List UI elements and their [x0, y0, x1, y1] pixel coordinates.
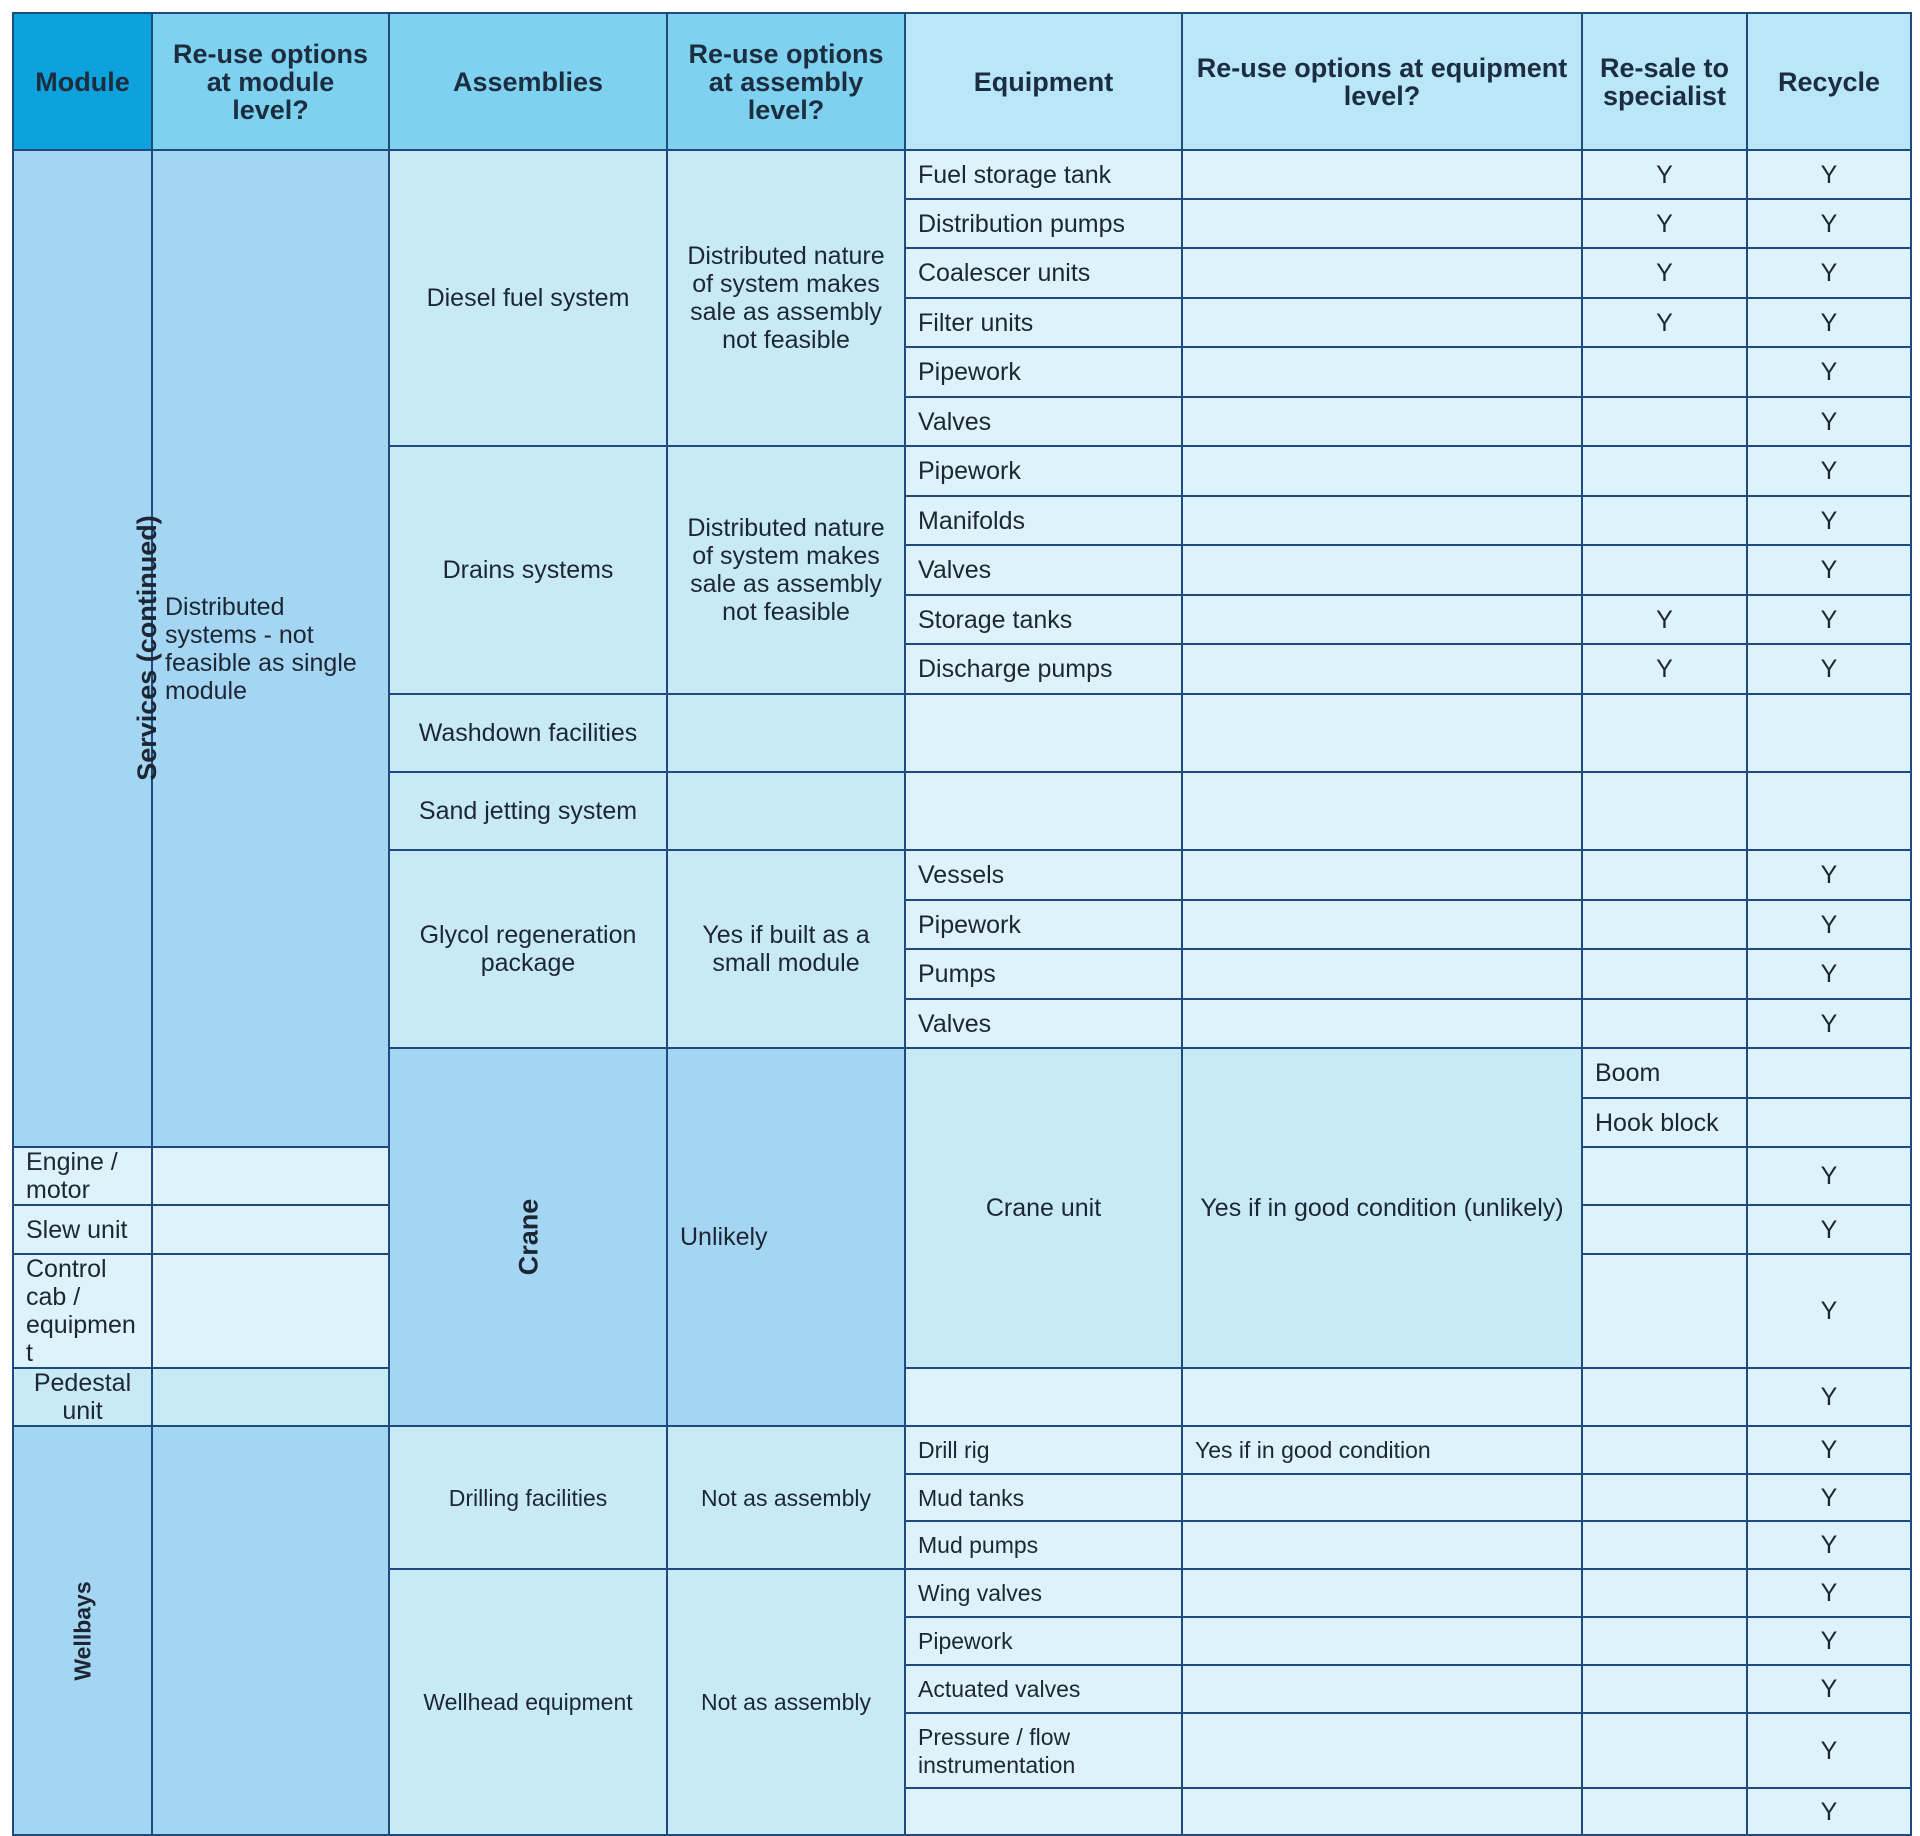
recycle-value: Y — [1747, 397, 1911, 446]
recycle-value: Y — [1747, 999, 1911, 1048]
equipment-reuse — [1182, 150, 1582, 199]
equipment-name: Wing valves — [905, 1569, 1182, 1617]
table-row — [13, 150, 1911, 199]
equipment-name: Fuel storage tank — [905, 150, 1182, 199]
recycle-value: Y — [1747, 1713, 1911, 1788]
resale-value — [1582, 1569, 1747, 1617]
module-reuse-services: Distributed systems - not feasible as single module — [152, 150, 389, 1147]
recycle-value: Y — [1747, 1426, 1911, 1474]
header-resale: Re-sale to specialist — [1582, 13, 1747, 150]
module-cell-crane — [389, 1048, 667, 1426]
equipment-name: Manifolds — [905, 496, 1182, 545]
equipment-reuse — [1182, 1713, 1582, 1788]
assembly-name: Diesel fuel system — [389, 150, 667, 446]
recycle-value: Y — [1747, 1569, 1911, 1617]
equipment-name: Valves — [905, 397, 1182, 446]
resale-value — [1582, 949, 1747, 999]
equipment-reuse — [1182, 1788, 1582, 1835]
equipment-name: Discharge pumps — [905, 644, 1182, 694]
recycle-value: Y — [1747, 595, 1911, 644]
module-name-services: Services (continued) — [131, 515, 162, 781]
equipment-name — [905, 1368, 1182, 1426]
recycle-value: Y — [1747, 496, 1911, 545]
equipment-reuse — [152, 1205, 389, 1254]
resale-value — [1582, 1521, 1747, 1569]
header-module: Module — [13, 13, 152, 150]
resale-value — [1582, 694, 1747, 772]
equipment-name: Pipework — [905, 1617, 1182, 1665]
header-assembly-reuse: Re-use options at assembly level? — [667, 13, 905, 150]
assembly-reuse: Not as assembly — [667, 1426, 905, 1569]
assembly-name: Crane unit — [905, 1048, 1182, 1368]
equipment-name: Mud pumps — [905, 1521, 1182, 1569]
equipment-reuse — [1182, 397, 1582, 446]
module-reuse-wellbays — [152, 1426, 389, 1835]
header-recycle: Recycle — [1747, 13, 1911, 150]
assembly-name: Wellhead equipment — [389, 1569, 667, 1835]
recycle-value — [1747, 772, 1911, 850]
assembly-reuse: Distributed nature of system makes sale as assembly not feasible — [667, 446, 905, 694]
recycle-value: Y — [1747, 199, 1911, 248]
recycle-value: Y — [1747, 1521, 1911, 1569]
equipment-reuse — [1182, 248, 1582, 298]
table-row — [13, 1426, 1911, 1474]
resale-value: Y — [1582, 595, 1747, 644]
resale-value — [1582, 1368, 1747, 1426]
equipment-reuse — [1182, 595, 1582, 644]
header-row — [13, 13, 1911, 150]
equipment-reuse — [1182, 1617, 1582, 1665]
equipment-reuse — [1182, 1569, 1582, 1617]
equipment-reuse — [1182, 772, 1582, 850]
equipment-name: Slew unit — [13, 1205, 152, 1254]
equipment-reuse — [1182, 949, 1582, 999]
equipment-reuse — [152, 1147, 389, 1205]
resale-value — [1582, 397, 1747, 446]
recycle-value: Y — [1747, 545, 1911, 595]
recycle-value: Y — [1747, 850, 1911, 900]
resale-value: Y — [1582, 248, 1747, 298]
assembly-reuse — [152, 1368, 389, 1426]
equipment-reuse — [1182, 1368, 1582, 1426]
resale-value: Y — [1582, 298, 1747, 347]
assembly-name: Drains systems — [389, 446, 667, 694]
recycle-value: Y — [1747, 1788, 1911, 1835]
recycle-value: Y — [1747, 1617, 1911, 1665]
module-cell-services — [13, 150, 162, 1147]
equipment-name: Valves — [905, 545, 1182, 595]
recycle-value: Y — [1747, 446, 1911, 496]
equipment-reuse — [1182, 1474, 1582, 1521]
equipment-name: Pipework — [905, 900, 1182, 949]
assembly-reuse: Not as assembly — [667, 1569, 905, 1835]
resale-value — [1582, 999, 1747, 1048]
recycle-value: Y — [1747, 1147, 1911, 1205]
equipment-name: Pipework — [905, 347, 1182, 397]
recycle-value: Y — [1747, 1368, 1911, 1426]
resale-value — [1582, 545, 1747, 595]
recycle-value: Y — [1747, 1254, 1911, 1368]
recycle-value: Y — [1747, 248, 1911, 298]
equipment-reuse — [1182, 1665, 1582, 1713]
equipment-name: Hook block — [1582, 1098, 1747, 1147]
recycle-value: Y — [1747, 298, 1911, 347]
assembly-reuse: Distributed nature of system makes sale as assembly not feasible — [667, 150, 905, 446]
module-name-crane: Crane — [513, 1198, 543, 1275]
resale-value: Y — [1582, 150, 1747, 199]
resale-value — [1582, 1788, 1747, 1835]
recycle-value: Y — [1747, 1474, 1911, 1521]
resale-value — [1582, 900, 1747, 949]
equipment-name: Drill rig — [905, 1426, 1182, 1474]
assembly-name: Washdown facilities — [389, 694, 667, 772]
resale-value — [1582, 1665, 1747, 1713]
equipment-name: Distribution pumps — [905, 199, 1182, 248]
recycle-value: Y — [1747, 644, 1911, 694]
recycle-value: Y — [1747, 150, 1911, 199]
equipment-name: Engine / motor — [13, 1147, 152, 1205]
recycle-value: Y — [1747, 347, 1911, 397]
equipment-reuse — [1182, 694, 1582, 772]
recycle-value — [1747, 694, 1911, 772]
reuse-options-table-container — [12, 12, 1910, 1826]
equipment-name — [905, 772, 1182, 850]
recycle-value: Y — [1747, 900, 1911, 949]
assembly-name: Drilling facilities — [389, 1426, 667, 1569]
reuse-options-table — [12, 12, 1912, 1836]
equipment-name: Vessels — [905, 850, 1182, 900]
equipment-name: Boom — [1582, 1048, 1747, 1098]
resale-value — [1582, 1205, 1747, 1254]
equipment-reuse — [1747, 1048, 1911, 1098]
resale-value — [1582, 772, 1747, 850]
equipment-name: Actuated valves — [905, 1665, 1182, 1713]
module-cell-wellbays — [13, 1426, 152, 1835]
resale-value — [1582, 1254, 1747, 1368]
header-assemblies: Assemblies — [389, 13, 667, 150]
equipment-name: Pumps — [905, 949, 1182, 999]
equipment-name: Mud tanks — [905, 1474, 1182, 1521]
recycle-value: Y — [1747, 1205, 1911, 1254]
equipment-name: Storage tanks — [905, 595, 1182, 644]
header-module-reuse: Re-use options at module level? — [152, 13, 389, 150]
table-row — [13, 1368, 1911, 1426]
assembly-reuse: Yes if in good condition (unlikely) — [1182, 1048, 1582, 1368]
equipment-reuse — [1182, 298, 1582, 347]
equipment-reuse — [1182, 999, 1582, 1048]
resale-value — [1582, 1474, 1747, 1521]
assembly-reuse — [667, 694, 905, 772]
resale-value — [1582, 496, 1747, 545]
resale-value — [1582, 1426, 1747, 1474]
equipment-reuse — [1182, 199, 1582, 248]
equipment-reuse — [1182, 446, 1582, 496]
resale-value — [1582, 1147, 1747, 1205]
assembly-name: Sand jetting system — [389, 772, 667, 850]
resale-value — [1582, 1617, 1747, 1665]
equipment-name: Filter units — [905, 298, 1182, 347]
assembly-reuse — [667, 772, 905, 850]
assembly-name: Pedestal unit — [13, 1368, 152, 1426]
header-equipment-reuse: Re-use options at equipment level? — [1182, 13, 1582, 150]
resale-value — [1582, 1713, 1747, 1788]
equipment-reuse — [1182, 347, 1582, 397]
resale-value — [1582, 347, 1747, 397]
assembly-reuse: Yes if built as a small module — [667, 850, 905, 1048]
equipment-reuse — [152, 1254, 389, 1368]
equipment-name: Coalescer units — [905, 248, 1182, 298]
equipment-reuse — [1182, 1521, 1582, 1569]
equipment-name — [905, 1788, 1182, 1835]
equipment-reuse: Yes if in good condition — [1182, 1426, 1582, 1474]
equipment-name: Pressure / flow instrumentation — [905, 1713, 1182, 1788]
module-name-wellbays: Wellbays — [69, 1580, 96, 1681]
equipment-reuse — [1182, 644, 1582, 694]
equipment-reuse — [1182, 900, 1582, 949]
header-equipment: Equipment — [905, 13, 1182, 150]
resale-value — [1582, 850, 1747, 900]
resale-value: Y — [1582, 644, 1747, 694]
equipment-name: Pipework — [905, 446, 1182, 496]
assembly-name: Glycol regeneration package — [389, 850, 667, 1048]
recycle-value: Y — [1747, 1665, 1911, 1713]
equipment-reuse — [1182, 850, 1582, 900]
resale-value: Y — [1582, 199, 1747, 248]
module-reuse-crane: Unlikely — [667, 1048, 905, 1426]
equipment-reuse — [1182, 496, 1582, 545]
equipment-name: Control cab / equipment — [13, 1254, 152, 1368]
equipment-reuse — [1747, 1098, 1911, 1147]
equipment-name — [905, 694, 1182, 772]
equipment-reuse — [1182, 545, 1582, 595]
equipment-name: Valves — [905, 999, 1182, 1048]
recycle-value: Y — [1747, 949, 1911, 999]
resale-value — [1582, 446, 1747, 496]
